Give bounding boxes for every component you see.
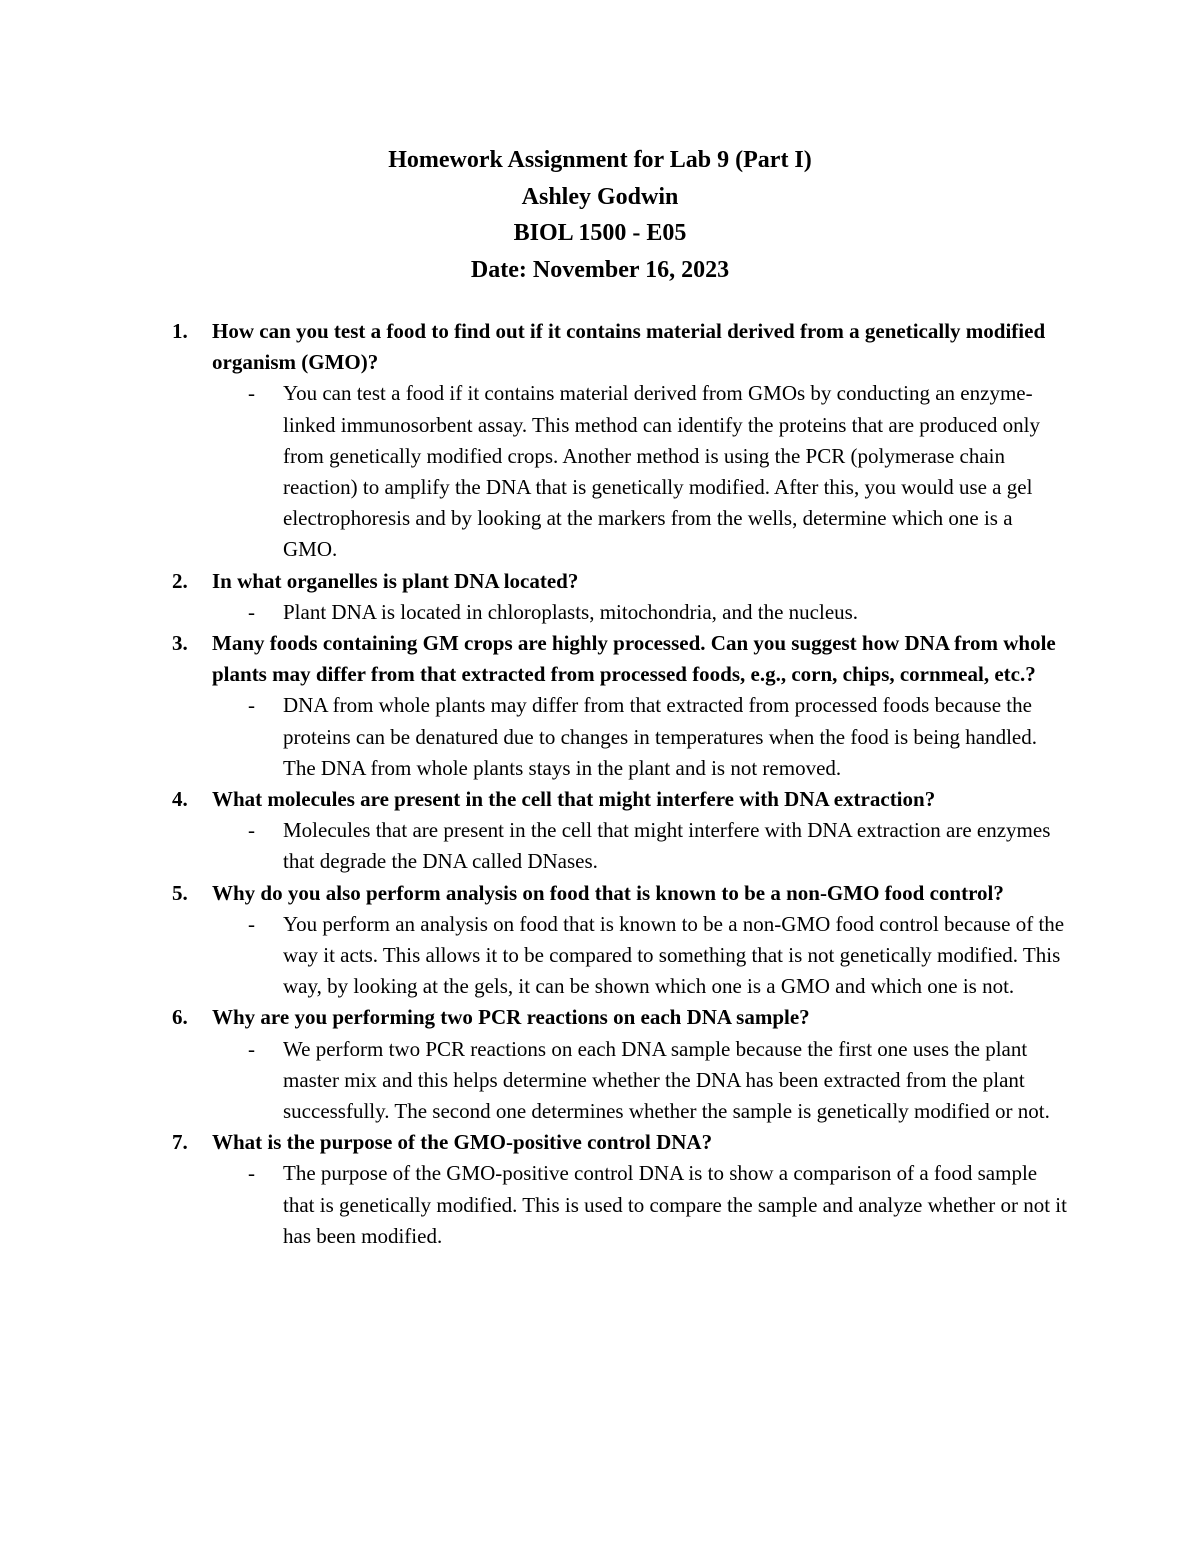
document-title: Homework Assignment for Lab 9 (Part I): [388, 147, 812, 173]
answer-text: [172, 909, 1072, 1003]
answer-text: [172, 1034, 1072, 1128]
question-number: 3.: [172, 631, 188, 656]
question-number: 5.: [172, 880, 188, 905]
answer-body: We perform two PCR reactions on each DNA sample because the first one uses the plant master mix and this helps determine whether the DNA has been extracted from the plant successfully. The second one determines whether the sample is genetically modified or not.: [283, 1036, 1050, 1124]
question-number: 1.: [172, 319, 188, 343]
question-text: [172, 628, 1072, 690]
question-body: How can you test a food to find out if it contains material derived from a genetically modified organism (GMO)?: [212, 319, 1046, 375]
answer-text: [172, 1158, 1072, 1252]
course-code: BIOL 1500 - E05: [513, 220, 687, 246]
assignment-date: Date: November 16, 2023: [470, 256, 730, 283]
question-item-6: [172, 1002, 1072, 1127]
answer-text: [172, 378, 1072, 565]
question-text: [172, 784, 1072, 815]
question-item-2: [172, 566, 1072, 628]
question-body: What molecules are present in the cell that might interfere with DNA extraction?: [212, 787, 936, 812]
answer-body: You perform an analysis on food that is known to be a non-GMO food control because of the way it acts. This allows it to be compared to something that is not genetically modified. This way, by looking at the gels, it can be shown which one is a GMO and which one is not.: [283, 911, 1065, 999]
question-text: [172, 878, 1072, 909]
answer-bullet: -: [248, 911, 255, 936]
answer-text: [172, 690, 1072, 784]
question-number: 7.: [172, 1130, 188, 1155]
question-number: 4.: [172, 787, 188, 812]
answer-bullet: -: [248, 1036, 255, 1061]
answer-text: [172, 815, 1072, 877]
answer-bullet: -: [248, 818, 255, 843]
question-text: [172, 316, 1072, 378]
answer-body: Plant DNA is located in chloroplasts, mitochondria, and the nucleus.: [283, 599, 859, 624]
question-body: In what organelles is plant DNA located?: [212, 568, 579, 593]
question-number: 6.: [172, 1005, 188, 1030]
question-text: [172, 566, 1072, 597]
answer-bullet: -: [248, 1161, 255, 1186]
question-item-4: [172, 784, 1072, 878]
question-list: [172, 316, 1072, 1252]
answer-bullet: -: [248, 599, 255, 624]
answer-body: DNA from whole plants may differ from that extracted from processed foods because the proteins can be denatured due to changes in temperatures when the food is being handled. The DNA from whole plants stays in the plant and is not removed.: [283, 693, 1038, 780]
question-text: [172, 1127, 1072, 1158]
answer-bullet: -: [248, 693, 255, 718]
question-item-5: [172, 878, 1072, 1003]
document-header: [0, 142, 1200, 288]
student-name: Ashley Godwin: [521, 183, 679, 210]
question-text: [172, 1002, 1072, 1033]
question-item-7: [172, 1127, 1072, 1252]
question-body: Why are you performing two PCR reactions on each DNA sample?: [212, 1005, 810, 1030]
answer-body: Molecules that are present in the cell that might interfere with DNA extraction are enzymes that degrade the DNA called DNases.: [283, 818, 1051, 874]
question-number: 2.: [172, 568, 188, 593]
question-body: Many foods containing GM crops are highly processed. Can you suggest how DNA from whole plants may differ from that extracted from processed foods, e.g., corn, chips, cornmeal, etc.?: [212, 631, 1056, 687]
question-body: What is the purpose of the GMO-positive control DNA?: [212, 1130, 713, 1155]
answer-text: [172, 597, 1072, 628]
question-item-3: [172, 628, 1072, 784]
question-item-1: [172, 316, 1072, 566]
answer-bullet: -: [248, 381, 255, 406]
question-body: Why do you also perform analysis on food that is known to be a non-GMO food control?: [212, 880, 1004, 905]
answer-body: The purpose of the GMO-positive control DNA is to show a comparison of a food sample that is genetically modified. This is used to compare the sample and analyze whether or not it has been modified.: [283, 1161, 1067, 1248]
answer-body: You can test a food if it contains material derived from GMOs by conducting an enzyme-linked immunosorbent assay. This method can identify the proteins that are produced only from genetically modified crops. Another method is using the PCR (polymerase chain reaction) to amplify the DNA that is genetically modified. After this, you would use a gel electrophoresis and by looking at the markers from the wells, determine which one is a GMO.: [283, 381, 1040, 562]
